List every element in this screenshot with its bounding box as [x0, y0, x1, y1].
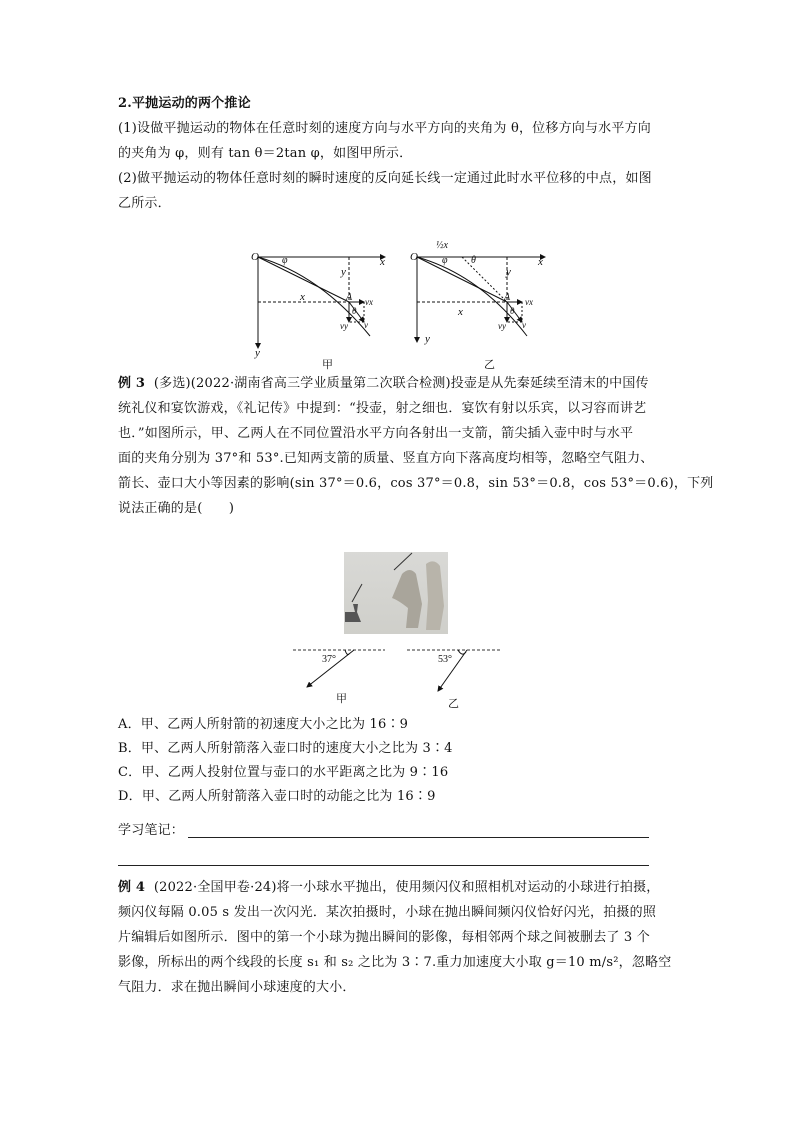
label-vx: vx [525, 297, 533, 307]
example3-line [118, 376, 649, 392]
label-x: x [300, 291, 305, 303]
text-line: 片编辑后如图所示．图中的第一个小球为抛出瞬间的影像，每相邻两个球之间被删去了 3 个 [118, 930, 650, 945]
projectile-diagrams [240, 235, 560, 375]
text-line: 频闪仪每隔 0.05 s 发出一次闪光．某次拍摄时，小球在抛出瞬间频闪仪恰好闪光，拍摄的照 [118, 905, 657, 920]
text-line: (1)设做平抛运动的物体在任意时刻的速度方向与水平方向的夹角为 θ，位移方向与水平方向 [118, 121, 651, 136]
angle-37: 37° [322, 654, 336, 665]
caption-jia: 甲 [336, 693, 347, 705]
label-y-axis: y [425, 333, 430, 345]
label-half-x: ½x [436, 240, 448, 251]
label-vy: vy [340, 321, 348, 331]
angle-53: 53° [438, 654, 452, 665]
example3-label: 例 3 [118, 376, 146, 391]
caption-yi: 乙 [484, 359, 495, 371]
label-y: y [506, 266, 511, 278]
label-theta: θ [510, 306, 515, 316]
label-v: v [364, 320, 368, 330]
text-line: 也．”如图所示，甲、乙两人在不同位置沿水平方向各射出一支箭，箭尖插入壶中时与水平 [118, 426, 634, 441]
label-A: A [504, 292, 511, 303]
text-line: (2022·全国甲卷·24)将一小球水平抛出，使用频闪仪和照相机对运动的小球进行拍摄， [153, 880, 660, 895]
example4-label: 例 4 [118, 880, 146, 895]
example4-line [118, 880, 659, 896]
text-line: (多选)(2022·湖南省高三学业质量第二次联合检测)投壶是从先秦延续至清末的中国传 [153, 376, 649, 391]
label-origin: O [410, 251, 418, 263]
text-line: 乙所示． [118, 196, 171, 211]
text-line: 影像，所标出的两个线段的长度 s₁ 和 s₂ 之比为 3∶7.重力加速度大小取 g＝10 m/s²，忽略空 [118, 955, 672, 970]
notes-line[interactable] [188, 837, 649, 838]
label-theta: θ [352, 306, 357, 316]
arrow-angle-diagram [280, 640, 530, 710]
label-A: A [346, 292, 353, 303]
text-line: 的夹角为 φ，则有 tan θ＝2tan φ，如图甲所示． [118, 146, 413, 161]
label-x-axis: x [380, 256, 385, 268]
label-vy: vy [498, 321, 506, 331]
option-c[interactable]: C．甲、乙两人投射位置与壶口的水平距离之比为 9∶16 [118, 765, 449, 780]
option-d[interactable]: D．甲、乙两人所射箭落入壶口时的动能之比为 16∶9 [118, 789, 436, 804]
caption-jia: 甲 [322, 359, 333, 371]
text-line: (2)做平抛运动的物体任意时刻的瞬时速度的反向延长线一定通过此时水平位移的中点，如图 [118, 171, 652, 186]
touhu-illustration [344, 552, 448, 634]
label-phi: φ [282, 255, 288, 266]
label-y-axis: y [255, 347, 260, 359]
diagram-yi [410, 240, 545, 371]
label-x-axis: x [538, 256, 543, 268]
text-line: 气阻力．求在抛出瞬间小球速度的大小． [118, 980, 356, 995]
label-phi: φ [442, 255, 448, 266]
caption-yi: 乙 [448, 698, 459, 710]
text-line: 面的夹角分别为 37°和 53°.已知两支箭的质量、竖直方向下落高度均相等，忽略空气阻力、 [118, 451, 654, 466]
option-a[interactable]: A．甲、乙两人所射箭的初速度大小之比为 16∶9 [118, 717, 409, 732]
text-line: 统礼仪和宴饮游戏，《礼记传》中提到：“投壶，射之细也．宴饮有射以乐宾，以习容而讲艺 [118, 401, 647, 416]
label-y: y [341, 266, 346, 278]
notes-label: 学习笔记： [118, 823, 185, 838]
label-theta-top: θ [471, 255, 476, 266]
text-line: 说法正确的是( ) [118, 501, 235, 516]
option-b[interactable]: B．甲、乙两人所射箭落入壶口时的速度大小之比为 3∶4 [118, 741, 453, 756]
label-v: v [522, 320, 526, 330]
label-origin: O [251, 251, 259, 263]
section-title: 2.平抛运动的两个推论 [118, 96, 251, 111]
diagram-jia [251, 251, 385, 371]
label-x: x [458, 306, 463, 318]
text-line: 箭长、壶口大小等因素的影响(sin 37°＝0.6，cos 37°＝0.8，sin 53°＝0.8，cos 53°＝0.6)，下列 [118, 476, 714, 491]
label-vx: vx [365, 297, 373, 307]
notes-line[interactable] [118, 865, 649, 866]
